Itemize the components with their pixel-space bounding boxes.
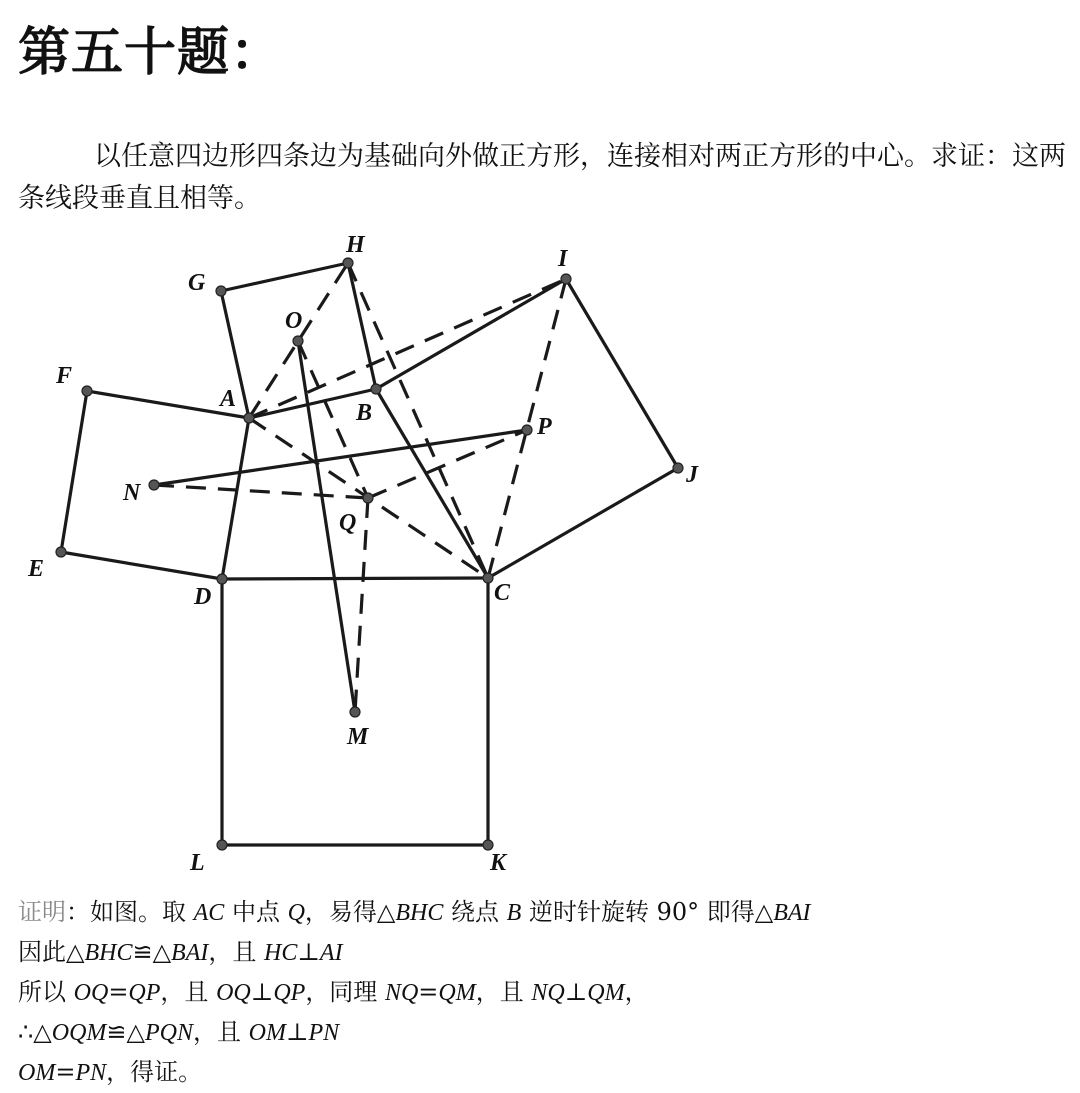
segment-GH	[221, 263, 348, 291]
point-B	[371, 384, 381, 394]
proof	[18, 893, 811, 1093]
label-L: L	[190, 850, 205, 876]
label-F: F	[56, 363, 73, 389]
point-L	[217, 840, 227, 850]
segment-QM	[355, 498, 368, 712]
point-H	[343, 258, 353, 268]
proof-line: OM=PN，得证。	[18, 1058, 203, 1086]
proof-line: 因此△BHC≌△BAI，且 HC⊥AI	[18, 938, 343, 966]
label-M: M	[347, 724, 369, 750]
label-N: N	[123, 480, 141, 506]
label-A: A	[220, 386, 237, 412]
segment-BC	[376, 389, 488, 578]
segment-BI	[376, 279, 566, 389]
label-E: E	[28, 556, 45, 582]
point-N	[149, 480, 159, 490]
point-I	[561, 274, 571, 284]
segment-DE	[61, 552, 222, 579]
point-M	[350, 707, 360, 717]
geometry-figure	[0, 220, 1080, 890]
label-I: I	[558, 246, 568, 272]
point-O	[293, 336, 303, 346]
point-C	[483, 573, 493, 583]
problem-statement: 以任意四边形四条边为基础向外做正方形，连接相对两正方形的中心。求证：这两条线段垂直且相等。	[18, 141, 1066, 214]
segment-DA	[222, 418, 249, 579]
point-J	[673, 463, 683, 473]
segment-JC	[488, 468, 678, 578]
proof-line: 证明：如图。取 AC 中点 Q，易得△BHC 绕点 B 逆时针旋转 90° 即得△BAI	[18, 898, 811, 926]
point-A	[244, 413, 254, 423]
point-P	[522, 425, 532, 435]
points	[56, 258, 683, 850]
point-E	[56, 547, 66, 557]
point-K	[483, 840, 493, 850]
segment-NQ	[154, 485, 368, 498]
solid-segments	[61, 263, 678, 845]
label-H: H	[346, 232, 365, 258]
segment-CD	[222, 578, 488, 579]
dashed-segments	[154, 263, 566, 712]
proof-line: 所以 OQ=QP，且 OQ⊥QP，同理 NQ=QM，且 NQ⊥QM，	[18, 978, 649, 1006]
proof-line: ∴△OQM≌△PQN，且 OM⊥PN	[18, 1018, 340, 1046]
segment-HB	[348, 263, 376, 389]
point-F	[82, 386, 92, 396]
label-G: G	[188, 270, 206, 296]
segment-EF	[61, 391, 87, 552]
segment-IJ	[566, 279, 678, 468]
label-B: B	[356, 400, 373, 426]
label-O: O	[285, 308, 303, 334]
label-K: K	[490, 850, 507, 876]
point-D	[217, 574, 227, 584]
label-C: C	[494, 580, 511, 606]
label-J: J	[686, 462, 698, 488]
label-P: P	[537, 414, 552, 440]
point-Q	[363, 493, 373, 503]
page-title: 第五十题：	[18, 22, 284, 83]
label-D: D	[194, 584, 212, 610]
point-G	[216, 286, 226, 296]
label-Q: Q	[339, 510, 357, 536]
